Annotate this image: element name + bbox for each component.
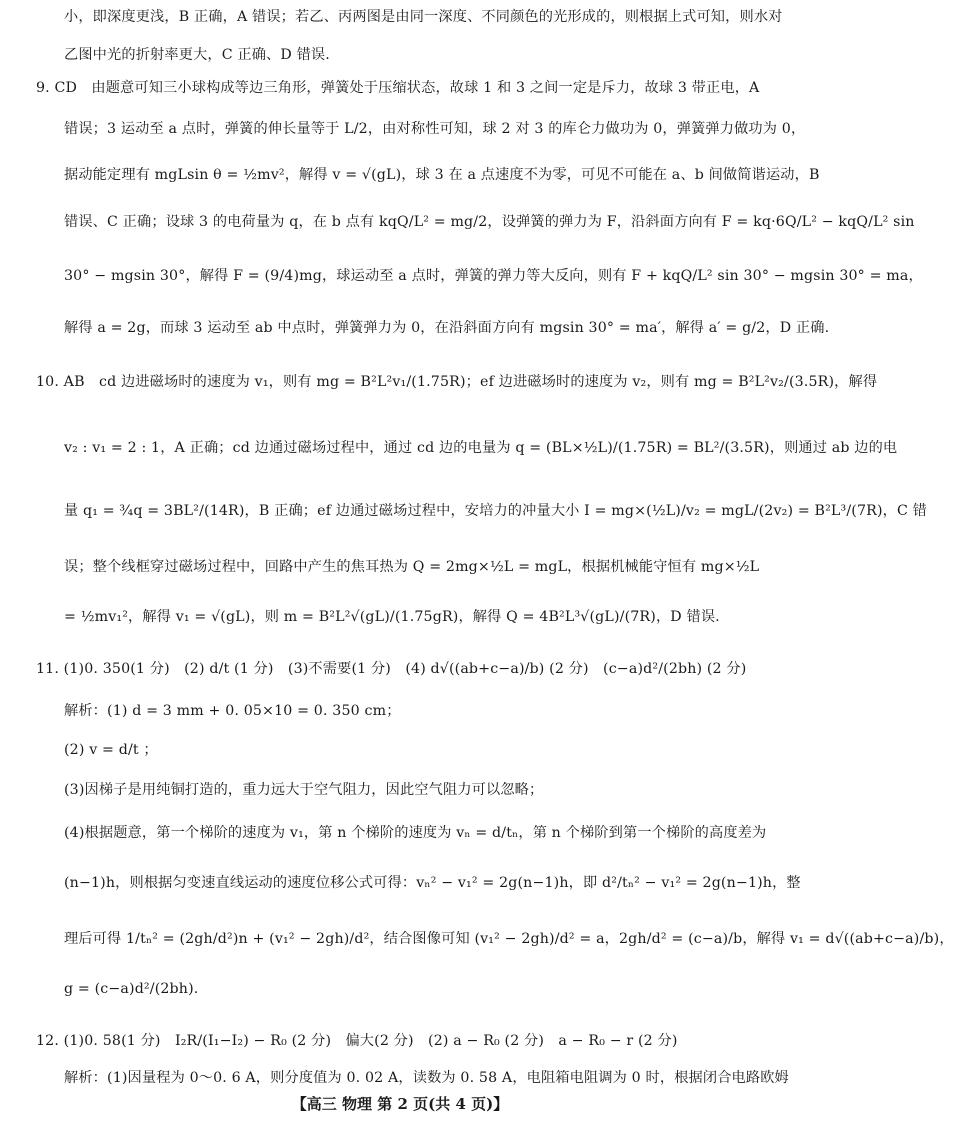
text-line: 乙图中光的折射率更大，C 正确、D 错误. [64,47,330,63]
question-12-answer: 12. (1)0. 58(1 分) I₂R/(I₁−I₂) − R₀ (2 分) 偏大(2 分) (2) a − R₀ (2 分) a − R₀ − r (2 分) [36,1033,678,1049]
question-10-answer: 10. AB cd 边进磁场时的速度为 v₁，则有 mg = B²L²v₁/(1.75R)；ef 边进磁场时的速度为 v₂，则有 mg = B²L²v₂/(3.5R)，解得 [36,374,878,390]
text-line: 小，即深度更浅，B 正确，A 错误；若乙、丙两图是由同一深度、不同颜色的光形成的，则根据上式可知，则水对 [64,9,783,25]
text-line: 据动能定理有 mgLsin θ = ½mv²，解得 v = √(gL)，球 3 在 a 点速度不为零，可见不可能在 a、b 间做简谐运动，B [64,167,820,183]
text-line: 错误、C 正确；设球 3 的电荷量为 q，在 b 点有 kqQ/L² = mg/2，设弹簧的弹力为 F，沿斜面方向有 F = kq·6Q/L² − kqQ/L² sin [64,214,915,230]
text-line: 解得 a = 2g，而球 3 运动至 ab 中点时，弹簧弹力为 0，在沿斜面方向有 mgsin 30° = ma′，解得 a′ = g/2，D 正确. [64,320,830,336]
text-line: 量 q₁ = ¾q = 3BL²/(14R)，B 正确；ef 边通过磁场过程中，安培力的冲量大小 I = mg×(½L)/v₂ = mgL/(2v₂) = B²L³/(7R)，C 错 [64,503,927,519]
text-line: g = (c−a)d²/(2bh). [64,981,199,997]
text-line: 理后可得 1/tₙ² = (2gh/d²)n + (v₁² − 2gh)/d²，结合图像可知 (v₁² − 2gh)/d² = a，2gh/d² = (c−a)/b，解得 v₁ = d√((ab+c−a)/b)， [64,931,954,947]
text-line: 解析：(1)因量程为 0～0. 6 A，则分度值为 0. 02 A，读数为 0. 58 A，电阻箱电阻调为 0 时，根据闭合电路欧姆 [64,1070,789,1086]
text-line: 错误；3 运动至 a 点时，弹簧的伸长量等于 L/2，由对称性可知，球 2 对 3 的库仑力做功为 0，弹簧弹力做功为 0， [64,121,806,137]
text-line: = ½mv₁²，解得 v₁ = √(gL)，则 m = B²L²√(gL)/(1.75gR)，解得 Q = 4B²L³√(gL)/(7R)，D 错误. [64,609,720,625]
text-line: (n−1)h，则根据匀变速直线运动的速度位移公式可得：vₙ² − v₁² = 2g(n−1)h，即 d²/tₙ² − v₁² = 2g(n−1)h，整 [64,875,801,891]
text-line: 误；整个线框穿过磁场过程中，回路中产生的焦耳热为 Q = 2mg×½L = mgL，根据机械能守恒有 mg×½L [64,559,760,575]
text-line: (4)根据题意，第一个梯阶的速度为 v₁，第 n 个梯阶的速度为 vₙ = d/tₙ，第 n 个梯阶到第一个梯阶的高度差为 [64,825,767,841]
page-footer: 【高三 物理 第 2 页(共 4 页)】 [291,1095,509,1113]
text-line: (3)因梯子是用纯铜打造的，重力远大于空气阻力，因此空气阻力可以忽略； [64,782,544,798]
text-line: 解析：(1) d = 3 mm + 0. 05×10 = 0. 350 cm； [64,703,401,719]
question-11-answer: 11. (1)0. 350(1 分) (2) d/t (1 分) (3)不需要(1 分) (4) d√((ab+c−a)/b) (2 分) (c−a)d²/(2bh) (2 分) [36,661,747,677]
question-9-answer: 9. CD 由题意可知三小球构成等边三角形，弹簧处于压缩状态，故球 1 和 3 之间一定是斥力，故球 3 带正电，A [36,80,760,96]
text-line: (2) v = d/t ； [64,742,158,758]
text-line: v₂ : v₁ = 2 : 1，A 正确；cd 边通过磁场过程中，通过 cd 边的电量为 q = (BL×½L)/(1.75R) = BL²/(3.5R)，则通过 ab 边的电 [64,440,898,456]
text-line: 30° − mgsin 30°，解得 F = (9/4)mg，球运动至 a 点时，弹簧的弹力等大反向，则有 F + kqQ/L² sin 30° − mgsin 30° = ma， [64,268,923,284]
